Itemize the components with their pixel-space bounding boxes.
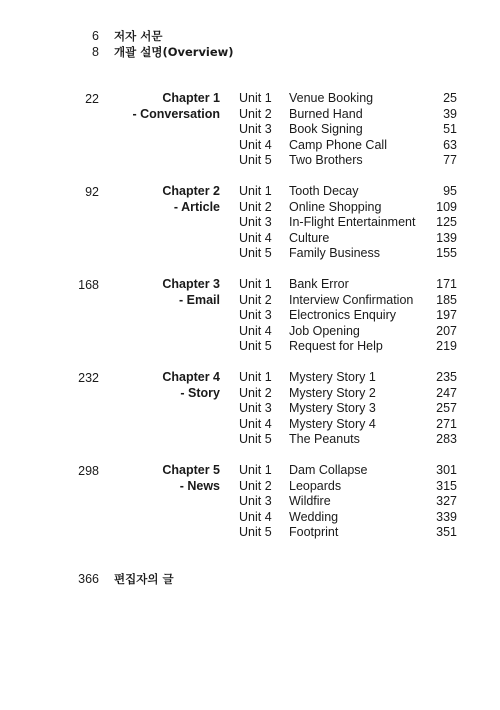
unit-page-number: 51 — [443, 122, 457, 136]
chapter-page-number: 92 — [85, 185, 99, 199]
unit-title: Burned Hand — [289, 106, 363, 121]
unit-label: Unit 4 — [239, 323, 272, 338]
unit-label: Unit 1 — [239, 277, 272, 291]
unit-page-number: 39 — [443, 106, 457, 121]
unit-page-number: 139 — [436, 230, 457, 245]
unit-entry[interactable] — [0, 324, 500, 340]
unit-title: The Peanuts — [289, 432, 360, 446]
unit-label: Unit 3 — [239, 494, 272, 508]
unit-entry[interactable] — [0, 246, 500, 262]
unit-label: Unit 5 — [239, 525, 272, 539]
unit-entry[interactable] — [0, 138, 500, 154]
unit-entry[interactable] — [0, 293, 500, 309]
unit-label: Unit 4 — [239, 230, 272, 245]
unit-title: In-Flight Entertainment — [289, 215, 416, 229]
unit-entry[interactable] — [0, 122, 500, 138]
unit-page-number: 271 — [436, 416, 457, 431]
unit-title: Job Opening — [289, 323, 360, 338]
unit-label: Unit 2 — [239, 478, 272, 493]
chapter-subtitle: - Article — [173, 199, 220, 214]
chapter-subtitle: - News — [179, 478, 220, 493]
unit-entry[interactable] — [0, 308, 500, 324]
unit-label: Unit 3 — [239, 122, 272, 136]
unit-title: Two Brothers — [289, 153, 363, 167]
unit-entry[interactable] — [0, 494, 500, 510]
unit-page-number: 185 — [436, 292, 457, 307]
unit-page-number: 351 — [436, 525, 457, 539]
unit-label: Unit 2 — [239, 385, 272, 400]
chapter-title: Chapter 5 — [162, 463, 220, 477]
unit-label: Unit 5 — [239, 432, 272, 446]
unit-entry[interactable] — [0, 386, 500, 402]
entry-title: 개괄 설명(Overview) — [114, 45, 234, 59]
unit-page-number: 247 — [436, 385, 457, 400]
unit-title: Footprint — [289, 525, 339, 539]
unit-title: Culture — [289, 230, 330, 245]
unit-entry[interactable] — [0, 417, 500, 433]
unit-page-number: 155 — [436, 246, 457, 260]
entry-page-number: 8 — [92, 45, 99, 59]
unit-label: Unit 4 — [239, 509, 272, 524]
unit-entry[interactable] — [0, 153, 500, 169]
unit-page-number: 207 — [436, 323, 457, 338]
entry-page-number: 366 — [78, 572, 99, 586]
chapter-page-number: 298 — [78, 464, 99, 478]
unit-entry[interactable] — [0, 401, 500, 417]
entry-title: 편집자의 글 — [114, 572, 174, 586]
unit-title: Tooth Decay — [289, 184, 359, 198]
unit-title: Mystery Story 4 — [289, 416, 376, 431]
unit-page-number: 125 — [436, 215, 457, 229]
chapter-title: Chapter 3 — [162, 277, 220, 291]
unit-label: Unit 4 — [239, 137, 272, 152]
unit-label: Unit 2 — [239, 199, 272, 214]
unit-entry[interactable] — [0, 231, 500, 247]
chapter-page-number: 168 — [78, 278, 99, 292]
unit-page-number: 95 — [443, 184, 457, 198]
unit-entry[interactable] — [0, 107, 500, 123]
unit-title: Request for Help — [289, 339, 383, 353]
unit-entry[interactable] — [0, 510, 500, 526]
unit-page-number: 25 — [443, 91, 457, 105]
chapter-subtitle: - Story — [180, 385, 220, 400]
unit-label: Unit 1 — [239, 184, 272, 198]
unit-label: Unit 2 — [239, 106, 272, 121]
unit-label: Unit 1 — [239, 91, 272, 105]
unit-entry[interactable] — [0, 479, 500, 495]
unit-label: Unit 3 — [239, 215, 272, 229]
unit-page-number: 109 — [436, 199, 457, 214]
unit-label: Unit 1 — [239, 370, 272, 384]
unit-label: Unit 1 — [239, 463, 272, 477]
unit-page-number: 219 — [436, 339, 457, 353]
unit-label: Unit 5 — [239, 246, 272, 260]
unit-title: Mystery Story 1 — [289, 370, 376, 384]
chapter-title: Chapter 1 — [162, 91, 220, 105]
unit-entry[interactable] — [0, 184, 500, 200]
unit-entry[interactable] — [0, 432, 500, 448]
chapter-page-number: 22 — [85, 92, 99, 106]
unit-entry[interactable] — [0, 525, 500, 541]
unit-title: Dam Collapse — [289, 463, 368, 477]
unit-label: Unit 3 — [239, 308, 272, 322]
unit-entry[interactable] — [0, 200, 500, 216]
unit-page-number: 315 — [436, 478, 457, 493]
unit-page-number: 197 — [436, 308, 457, 322]
unit-entry[interactable] — [0, 463, 500, 479]
unit-page-number: 283 — [436, 432, 457, 446]
chapter-title: Chapter 2 — [162, 184, 220, 198]
unit-label: Unit 5 — [239, 153, 272, 167]
unit-title: Mystery Story 3 — [289, 401, 376, 415]
unit-title: Interview Confirmation — [289, 292, 414, 307]
unit-page-number: 327 — [436, 494, 457, 508]
chapter-page-number: 232 — [78, 371, 99, 385]
unit-title: Wildfire — [289, 494, 331, 508]
unit-title: Book Signing — [289, 122, 363, 136]
unit-page-number: 301 — [436, 463, 457, 477]
unit-page-number: 63 — [443, 137, 457, 152]
unit-title: Camp Phone Call — [289, 137, 387, 152]
unit-entry[interactable] — [0, 339, 500, 355]
chapter-subtitle: - Conversation — [132, 106, 220, 121]
unit-entry[interactable] — [0, 370, 500, 386]
unit-title: Family Business — [289, 246, 380, 260]
unit-title: Mystery Story 2 — [289, 385, 376, 400]
unit-title: Electronics Enquiry — [289, 308, 396, 322]
unit-entry[interactable] — [0, 215, 500, 231]
unit-title: Wedding — [289, 509, 339, 524]
unit-entry[interactable] — [0, 277, 500, 293]
entry-page-number: 6 — [92, 29, 99, 43]
chapter-subtitle: - Email — [179, 292, 220, 307]
unit-title: Online Shopping — [289, 199, 382, 214]
unit-label: Unit 2 — [239, 292, 272, 307]
unit-page-number: 339 — [436, 509, 457, 524]
unit-page-number: 77 — [443, 153, 457, 167]
unit-page-number: 257 — [436, 401, 457, 415]
entry-title: 저자 서문 — [114, 29, 163, 43]
unit-title: Venue Booking — [289, 91, 374, 105]
unit-label: Unit 5 — [239, 339, 272, 353]
chapter-title: Chapter 4 — [162, 370, 220, 384]
unit-title: Leopards — [289, 478, 342, 493]
unit-entry[interactable] — [0, 91, 500, 107]
unit-page-number: 235 — [436, 370, 457, 384]
unit-label: Unit 3 — [239, 401, 272, 415]
unit-label: Unit 4 — [239, 416, 272, 431]
unit-title: Bank Error — [289, 277, 349, 291]
unit-page-number: 171 — [436, 277, 457, 291]
